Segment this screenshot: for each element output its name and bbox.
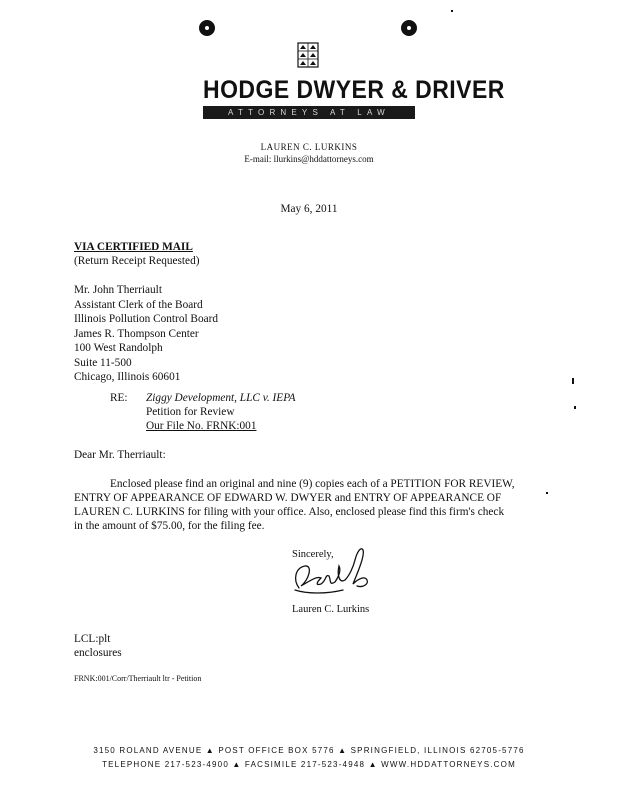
re-label: RE: xyxy=(110,392,128,404)
scan-speck xyxy=(451,10,453,12)
firm-logo-icon xyxy=(297,42,319,68)
re-file-number: Our File No. FRNK:001 xyxy=(146,420,257,432)
recipient-line: 100 West Randolph xyxy=(74,342,163,354)
punch-hole-left xyxy=(199,20,215,36)
re-subject: Petition for Review xyxy=(146,406,235,418)
file-reference: FRNK:001/Corr/Therriault ltr - Petition xyxy=(74,674,202,683)
sender-name: LAUREN C. LURKINS xyxy=(260,142,358,152)
delivery-method: VIA CERTIFIED MAIL xyxy=(74,241,193,253)
scan-mark xyxy=(546,492,548,494)
punch-hole-right xyxy=(401,20,417,36)
body-line: ENTRY OF APPEARANCE OF EDWARD W. DWYER and ENTRY OF APPEARANCE OF xyxy=(74,492,502,504)
delivery-note: (Return Receipt Requested) xyxy=(74,255,200,267)
body-line: LAUREN C. LURKINS for filing with your office. Also, enclosed please find this firm's check xyxy=(74,506,505,518)
recipient-line: Illinois Pollution Control Board xyxy=(74,313,219,325)
typist-initials: LCL:plt xyxy=(74,633,111,645)
closing: Sincerely, xyxy=(292,549,334,560)
recipient-line: Suite 11-500 xyxy=(74,356,132,369)
footer-address: 3150 ROLAND AVENUE ▲ POST OFFICE BOX 5776 ▲ SPRINGFIELD, ILLINOIS 62705-5776 xyxy=(93,746,525,755)
signer-name: Lauren C. Lurkins xyxy=(292,604,370,615)
letter-date: May 6, 2011 xyxy=(280,203,338,215)
re-case: Ziggy Development, LLC v. IEPA xyxy=(146,392,296,404)
footer-contact: TELEPHONE 217-523-4900 ▲ FACSIMILE 217-523-4948 ▲ WWW.HDDATTORNEYS.COM xyxy=(102,760,516,769)
recipient-address xyxy=(74,283,218,385)
scan-mark xyxy=(572,378,574,384)
recipient-line: Assistant Clerk of the Board xyxy=(74,298,203,311)
recipient-line: Chicago, Illinois 60601 xyxy=(74,371,181,383)
firm-tagline: ATTORNEYS AT LAW xyxy=(203,106,415,119)
handwritten-signature xyxy=(287,540,377,600)
firm-name: HODGE DWYER & DRIVER xyxy=(203,76,505,104)
sender-email: E-mail: llurkins@hddattorneys.com xyxy=(244,154,374,164)
recipient-line: Mr. John Therriault xyxy=(74,284,162,296)
salutation: Dear Mr. Therriault: xyxy=(74,449,166,461)
enclosures-note: enclosures xyxy=(74,647,122,659)
scan-mark xyxy=(574,406,576,409)
body-line: Enclosed please find an original and nine (9) copies each of a PETITION FOR REVIEW, xyxy=(110,478,515,490)
recipient-line: James R. Thompson Center xyxy=(74,327,199,340)
body-line: in the amount of $75.00, for the filing fee. xyxy=(74,520,265,532)
